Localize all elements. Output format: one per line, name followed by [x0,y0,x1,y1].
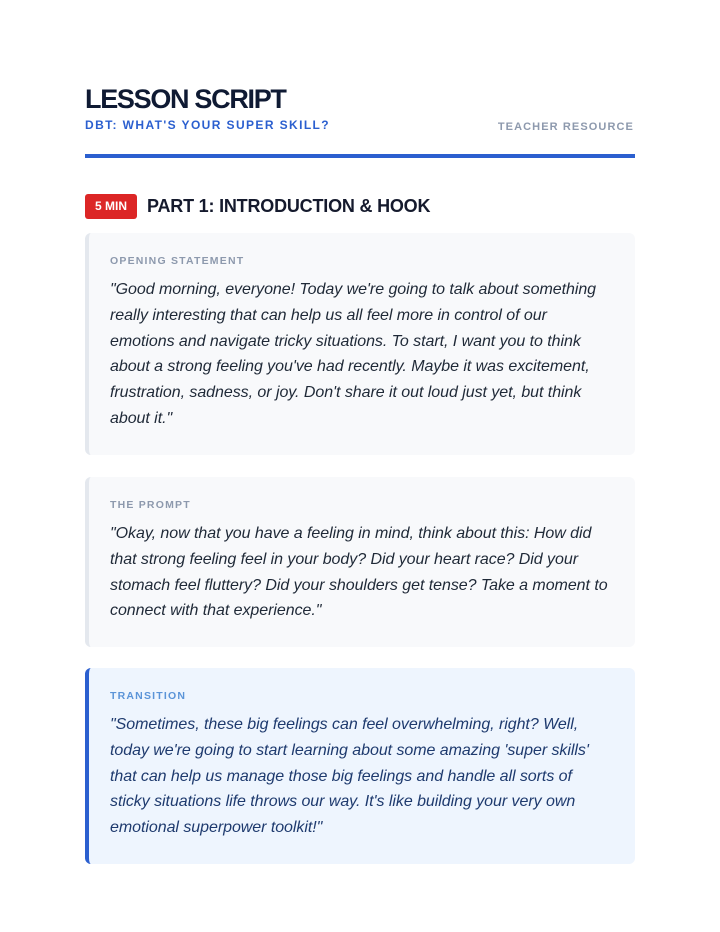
header-divider [85,154,635,158]
transition-card [85,668,635,864]
section-header [85,193,430,219]
section-title: PART 1: INTRODUCTION & HOOK [147,195,431,216]
card-label: OPENING STATEMENT [110,255,245,267]
resource-label: TEACHER RESOURCE [497,121,634,133]
card-text: "Sometimes, these big feelings can feel overwhelming, right? Well, today we're going to start learning about some amazing 'super skills' that can help us manage those big feelings and handle all sorts of sticky situations life throws our way. It's like building your very own emotional superpower toolkit!" [110,716,589,837]
page-title: LESSON SCRIPT [85,84,286,114]
time-badge: 5 MIN [85,194,137,219]
card-label: TRANSITION [110,690,187,702]
card-text: "Good morning, everyone! Today we're going to talk about something really interesting that can help us all feel more in control of our emotions and navigate tricky situations. To start, I want you to think about a strong feeling you've had recently. Maybe it was excitement, frustration, sadness, or joy. Don't share it out loud just yet, but think about it." [110,281,597,427]
lesson-subtitle: DBT: WHAT'S YOUR SUPER SKILL? [85,118,331,132]
card-label: THE PROMPT [110,499,191,511]
card-text: "Okay, now that you have a feeling in mind, think about this: How did that strong feeling feel in your body? Did your heart race? Did your stomach feel fluttery? Did your shoulders get tense? Take a moment to connect with that experience." [110,525,608,620]
opening-statement-card [85,233,635,455]
prompt-card [85,477,635,647]
